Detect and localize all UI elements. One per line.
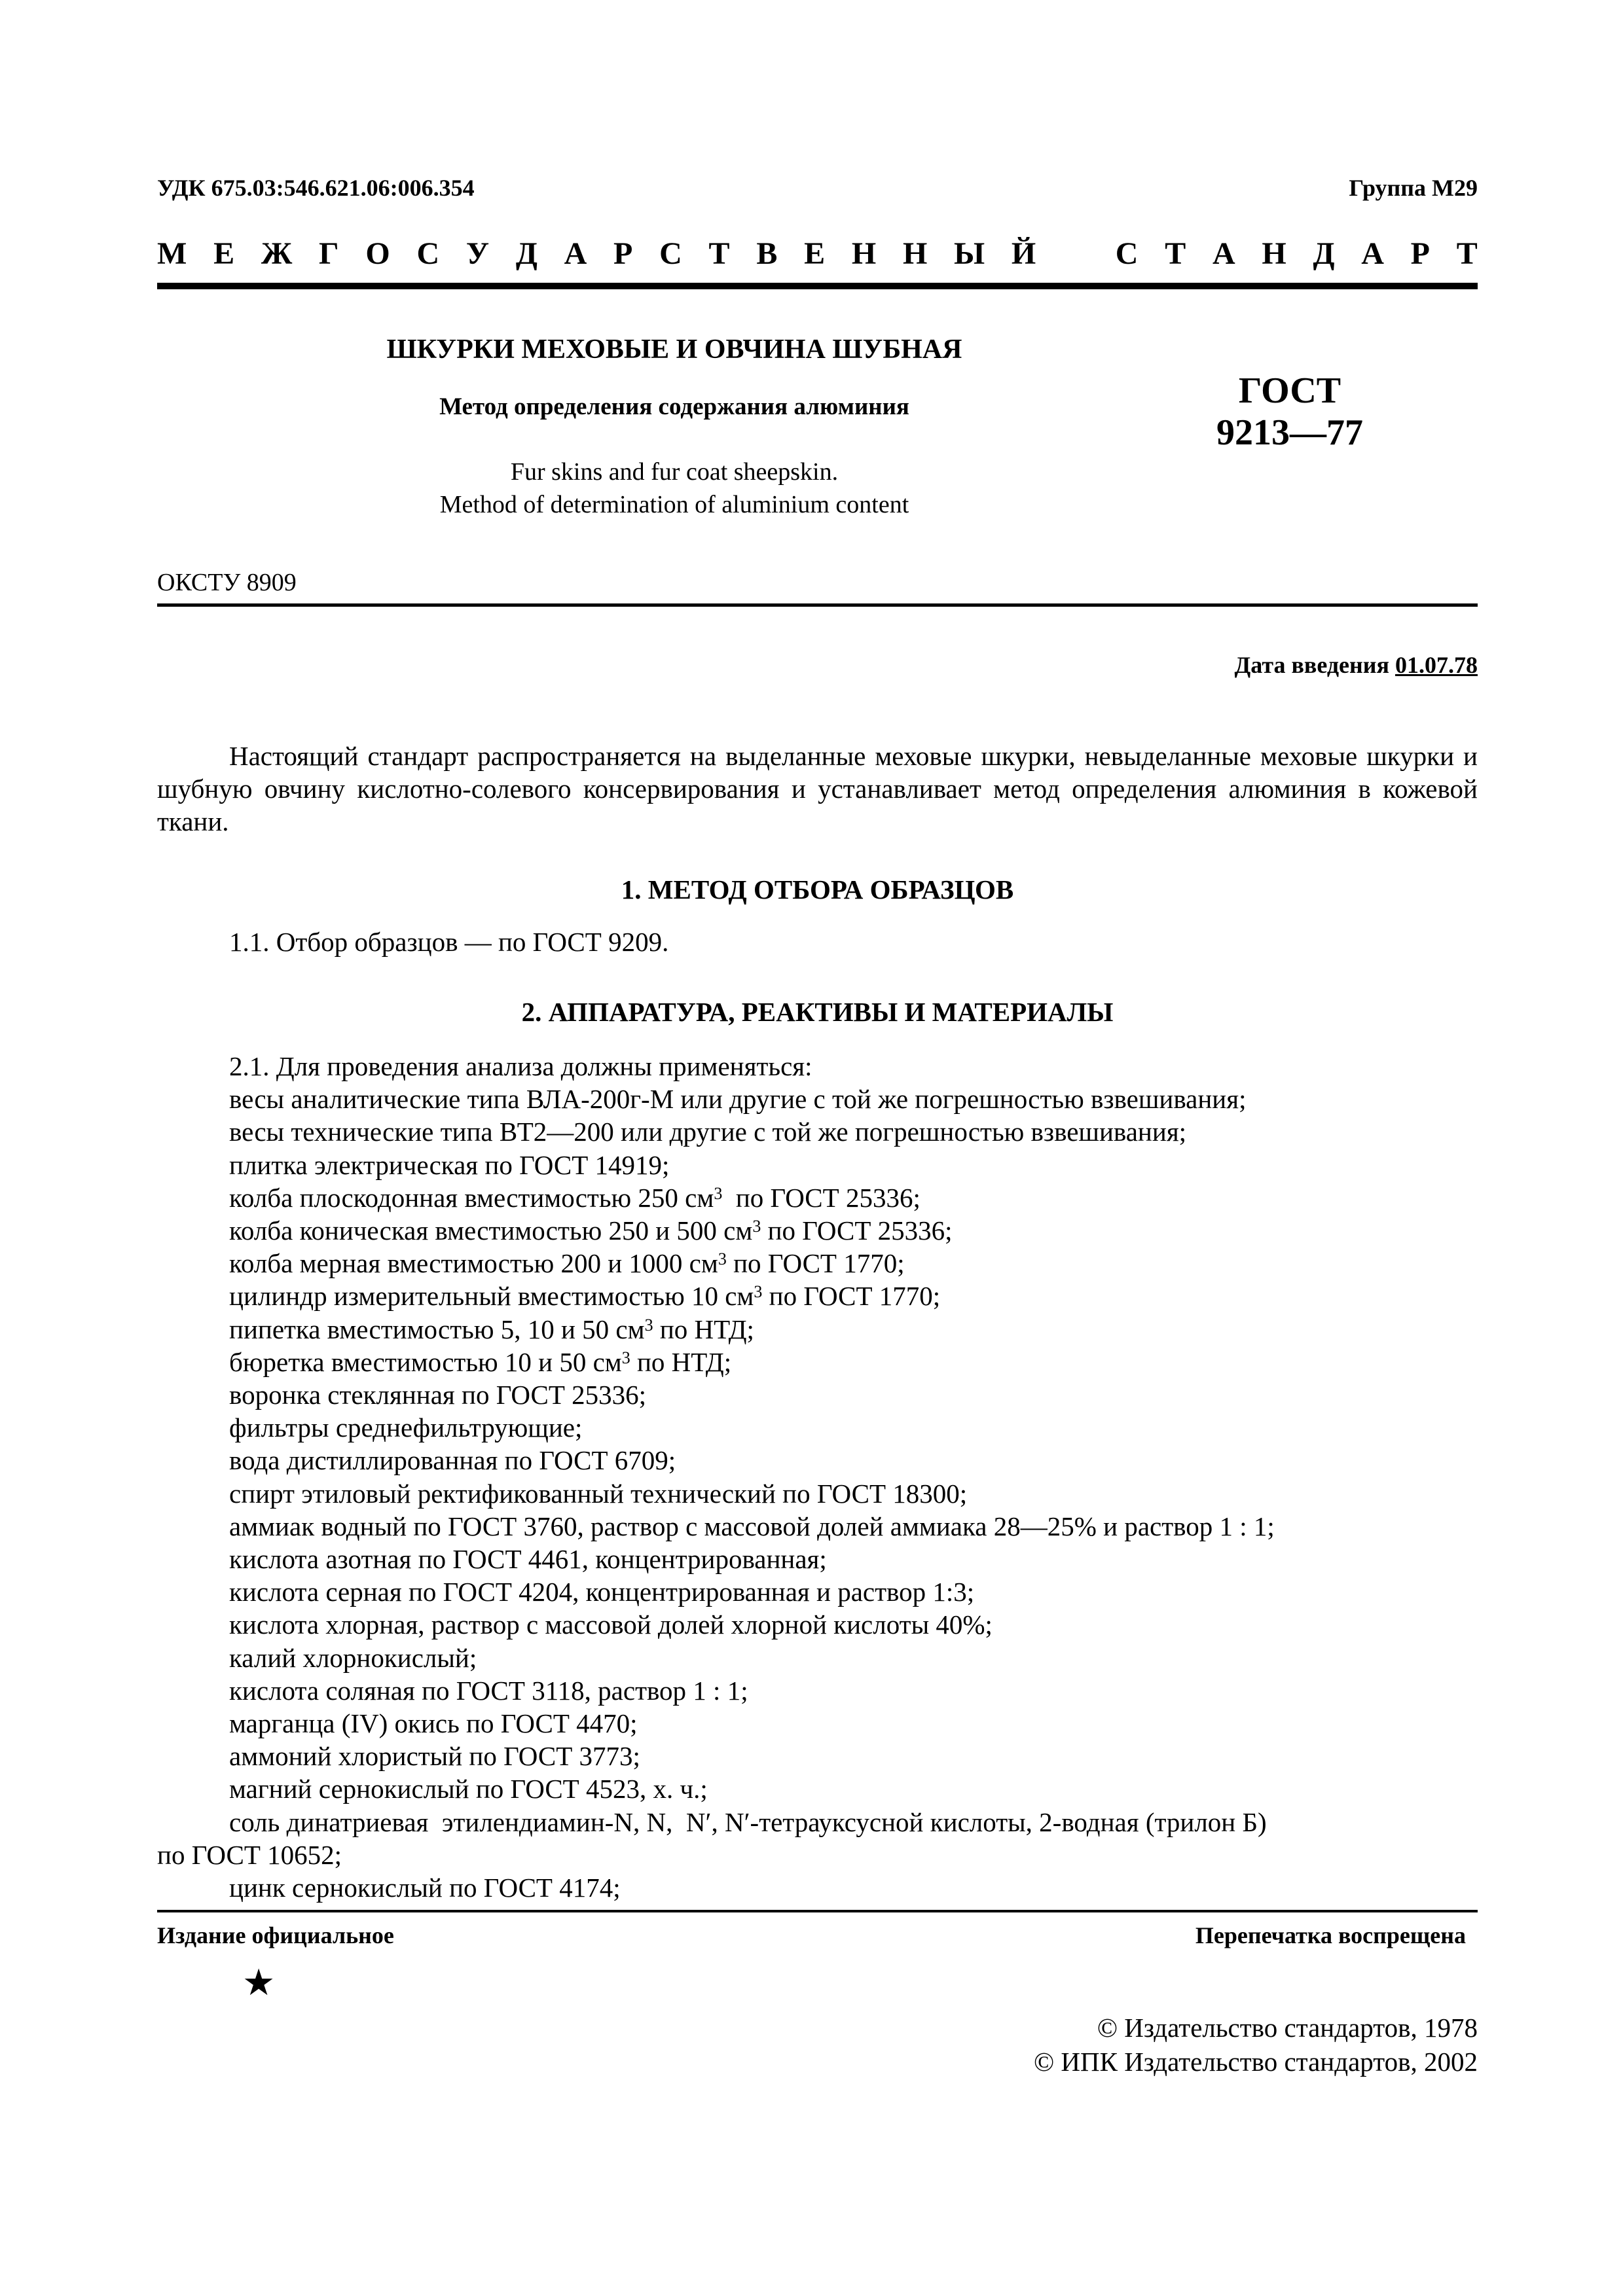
- list-item: [157, 1313, 1478, 1346]
- list-item: плитка электрическая по ГОСТ 14919;: [229, 1149, 670, 1180]
- gost-number: 9213—77: [1216, 412, 1363, 453]
- list-item: весы аналитические типа ВЛА-200г-М или другие с той же погрешностью взвешивания;: [229, 1084, 1247, 1115]
- english-title: [255, 456, 1093, 521]
- item-suffix: по ГОСТ 1770;: [762, 1281, 941, 1312]
- superscript: 3: [754, 1282, 763, 1302]
- banner-letter: С: [659, 236, 682, 271]
- list-item: магний сернокислый по ГОСТ 4523, х. ч.;: [229, 1774, 708, 1804]
- banner-letter: Д: [515, 236, 538, 271]
- item-text: цилиндр измерительный вместимостью 10 см: [229, 1281, 754, 1312]
- banner-letter: Е: [213, 236, 235, 271]
- section-1-item: 1.1. Отбор образцов — по ГОСТ 9209.: [229, 927, 669, 957]
- intro-paragraph: Настоящий стандарт распространяется на выделанные меховые шкурки, невыделанные меховые шкурки и шубную овчину кислотно-солевого консервирования и устанавливает метод определения алюминия в кожевой ткани.: [157, 741, 1478, 836]
- item-suffix: по ГОСТ 1770;: [726, 1248, 905, 1279]
- gost-label: ГОСТ: [1238, 370, 1341, 411]
- banner-letter: А: [1361, 236, 1384, 271]
- section-1-heading: 1. МЕТОД ОТБОРА ОБРАЗЦОВ: [621, 874, 1014, 905]
- footer-rule: [157, 1910, 1478, 1912]
- superscript: 3: [621, 1348, 630, 1367]
- list-item: калий хлорнокислый;: [229, 1642, 477, 1673]
- list-item: кислота серная по ГОСТ 4204, концентрированная и раствор 1:3;: [229, 1577, 975, 1607]
- banner-letter: О: [365, 236, 390, 271]
- banner-letter: Т: [708, 236, 730, 271]
- english-title-line: Method of determination of aluminium content: [439, 491, 909, 518]
- item-suffix: по НТД;: [630, 1346, 732, 1377]
- list-item: аммоний хлористый по ГОСТ 3773;: [229, 1741, 640, 1772]
- list-item: кислота хлорная, раствор с массовой долей хлорной кислоты 40%;: [229, 1609, 993, 1640]
- superscript: 3: [718, 1249, 727, 1269]
- document-subtitle: Метод определения содержания алюминия: [439, 393, 909, 420]
- list-item: воронка стеклянная по ГОСТ 25336;: [229, 1380, 647, 1410]
- list-item: марганца (IV) окись по ГОСТ 4470;: [229, 1708, 638, 1739]
- copyright-block: [1034, 2011, 1478, 2079]
- oksty-code: ОКСТУ 8909: [157, 569, 297, 596]
- item-text: колба мерная вместимостью 200 и 1000 см: [229, 1248, 718, 1279]
- list-item: [157, 1346, 1478, 1378]
- list-item: фильтры среднефильтрующие;: [229, 1412, 583, 1443]
- group-code: Группа М29: [1349, 175, 1478, 201]
- banner-letter: Г: [319, 236, 339, 271]
- item-text: колба коническая вместимостью 250 и 500 см: [229, 1215, 753, 1246]
- banner-letter: Р: [1410, 236, 1430, 271]
- list-item: цинк сернокислый по ГОСТ 4174;: [229, 1873, 621, 1903]
- list-item: [157, 1280, 1478, 1312]
- list-item: 2.1. Для проведения анализа должны применяться:: [229, 1051, 812, 1081]
- list-item: спирт этиловый ректификованный технический по ГОСТ 18300;: [229, 1478, 968, 1509]
- banner-letter: Н: [902, 236, 928, 271]
- banner-letter: Й: [1011, 236, 1036, 271]
- item-suffix: по ГОСТ 25336;: [761, 1215, 953, 1246]
- item-suffix: по НТД;: [653, 1314, 754, 1344]
- date-label: Дата введения: [1234, 652, 1389, 678]
- standard-banner: [157, 236, 1478, 272]
- item-text: бюретка вместимостью 10 и 50 см: [229, 1346, 622, 1377]
- banner-letter: Ы: [954, 236, 985, 271]
- header-rule: [157, 283, 1478, 289]
- reprint-prohibited-label: Перепечатка воспрещена: [1195, 1922, 1466, 1948]
- english-title-line: Fur skins and fur coat sheepskin.: [510, 458, 839, 486]
- banner-letter: Т: [1456, 236, 1478, 271]
- list-item: [157, 1247, 1478, 1280]
- gost-designation: [1165, 370, 1414, 454]
- banner-letter: С: [416, 236, 440, 271]
- equipment-list: [157, 1050, 1478, 1904]
- superscript: 3: [714, 1183, 723, 1203]
- udk-code: УДК 675.03:546.621.06:006.354: [157, 175, 475, 201]
- title-rule: [157, 603, 1478, 607]
- list-item: кислота азотная по ГОСТ 4461, концентрированная;: [229, 1544, 827, 1575]
- list-item: [157, 1214, 1478, 1247]
- banner-letter: Д: [1313, 236, 1335, 271]
- star-icon: ★: [242, 1963, 276, 2003]
- list-item-continuation: по ГОСТ 10652;: [157, 1839, 342, 1870]
- list-item: кислота соляная по ГОСТ 3118, раствор 1 : 1;: [229, 1675, 748, 1706]
- effective-date: [1235, 651, 1478, 679]
- banner-letter: С: [1115, 236, 1139, 271]
- item-text: пипетка вместимостью 5, 10 и 50 см: [229, 1314, 645, 1344]
- banner-letter: М: [157, 236, 187, 271]
- superscript: 3: [752, 1217, 761, 1236]
- banner-letter: Т: [1165, 236, 1186, 271]
- item-suffix: по ГОСТ 25336;: [722, 1182, 921, 1213]
- banner-letter: А: [564, 236, 587, 271]
- banner-letter: А: [1212, 236, 1235, 271]
- banner-letter: У: [465, 236, 490, 271]
- list-item: вода дистиллированная по ГОСТ 6709;: [229, 1445, 676, 1476]
- list-item: соль динатриевая этилендиамин-N, N, N′, N′-тетрауксусной кислоты, 2-водная (трилон Б): [229, 1806, 1267, 1837]
- banner-letter: Ж: [261, 236, 293, 271]
- list-item: [157, 1181, 1478, 1214]
- banner-letter: В: [756, 236, 778, 271]
- banner-letter: Н: [851, 236, 877, 271]
- item-text: колба плоскодонная вместимостью 250 см: [229, 1182, 714, 1213]
- copyright-line: © Издательство стандартов, 1978: [1097, 2013, 1478, 2043]
- banner-letter: [1063, 236, 1089, 272]
- banner-letter: Н: [1262, 236, 1286, 271]
- banner-letter: Р: [613, 236, 633, 271]
- document-title: ШКУРКИ МЕХОВЫЕ И ОВЧИНА ШУБНАЯ: [386, 334, 962, 365]
- banner-letter: Е: [804, 236, 826, 271]
- date-value: 01.07.78: [1395, 652, 1478, 678]
- section-2-heading: 2. АППАРАТУРА, РЕАКТИВЫ И МАТЕРИАЛЫ: [521, 997, 1114, 1027]
- list-item: весы технические типа ВТ2—200 или другие с той же погрешностью взвешивания;: [229, 1117, 1187, 1147]
- official-edition-label: Издание официальное: [157, 1922, 394, 1948]
- list-item: аммиак водный по ГОСТ 3760, раствор с массовой долей аммиака 28—25% и раствор 1 : 1;: [229, 1511, 1275, 1541]
- superscript: 3: [644, 1315, 653, 1335]
- copyright-line: © ИПК Издательство стандартов, 2002: [1033, 2047, 1478, 2077]
